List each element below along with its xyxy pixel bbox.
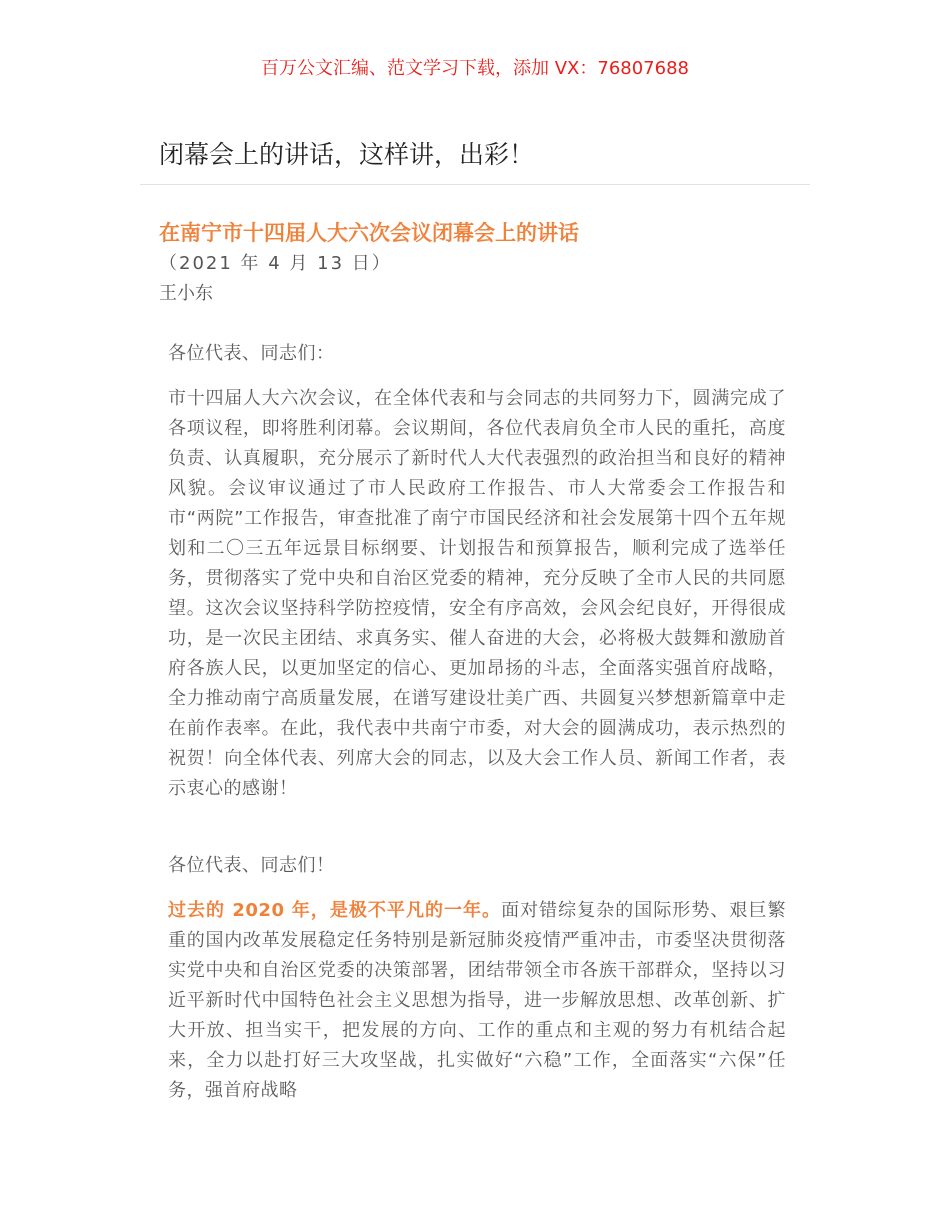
speaker-name: 王小东: [159, 283, 213, 304]
body-paragraph: [168, 896, 786, 1106]
title-divider: [140, 184, 810, 185]
article-title: 闭幕会上的讲话，这样讲，出彩！: [159, 140, 535, 169]
speech-title: 在南宁市十四届人大六次会议闭幕会上的讲话: [159, 221, 579, 245]
highlight-lead-sentence: 过去的 2020 年，是极不平凡的一年。: [168, 900, 502, 921]
speech-date: （2021 年 4 月 13 日）: [159, 253, 392, 274]
body-paragraph: 市十四届人大六次会议，在全体代表和与会同志的共同努力下，圆满完成了各项议程，即将胜利闭幕。会议期间，各位代表肩负全市人民的重托，高度负责、认真履职，充分展示了新时代人大代表强烈的政治担当和良好的精神风貌。会议审议通过了市人民政府工作报告、市人大常委会工作报告和市“两院”工作报告，审查批准了南宁市国民经济和社会发展第十四个五年规划和二〇三五年远景目标纲要、计划报告和预算报告，顺利完成了选举任务，贯彻落实了党中央和自治区党委的精神，充分反映了全市人民的共同愿望。这次会议坚持科学防控疫情，安全有序高效，会风会纪良好，开得很成功，是一次民主团结、求真务实、催人奋进的大会，必将极大鼓舞和激励首府各族人民，以更加坚定的信心、更加昂扬的斗志，全面落实强首府战略，全力推动南宁高质量发展，在谱写建设壮美广西、共圆复兴梦想新篇章中走在前作表率。在此，我代表中共南宁市委，对大会的圆满成功，表示热烈的祝贺！向全体代表、列席大会的同志，以及大会工作人员、新闻工作者，表示衷心的感谢！: [168, 388, 786, 799]
greeting-paragraph: 各位代表、同志们！: [168, 855, 335, 876]
paragraph-text: 面对错综复杂的国际形势、艰巨繁重的国内改革发展稳定任务特别是新冠肺炎疫情严重冲击，市委坚决贯彻落实党中央和自治区党委的决策部署，团结带领全市各族干部群众，坚持以习近平新时代中国特色社会主义思想为指导，进一步解放思想、改革创新、扩大开放、担当实干，把发展的方向、工作的重点和主观的努力有机结合起来，全力以赴打好三大攻坚战，扎实做好“六稳”工作，全面落实“六保”任务，强首府战略: [168, 900, 786, 1101]
greeting-paragraph: 各位代表、同志们：: [168, 343, 335, 364]
watermark-banner: 百万公文汇编、范文学习下载，添加 VX：76807688: [261, 58, 689, 79]
